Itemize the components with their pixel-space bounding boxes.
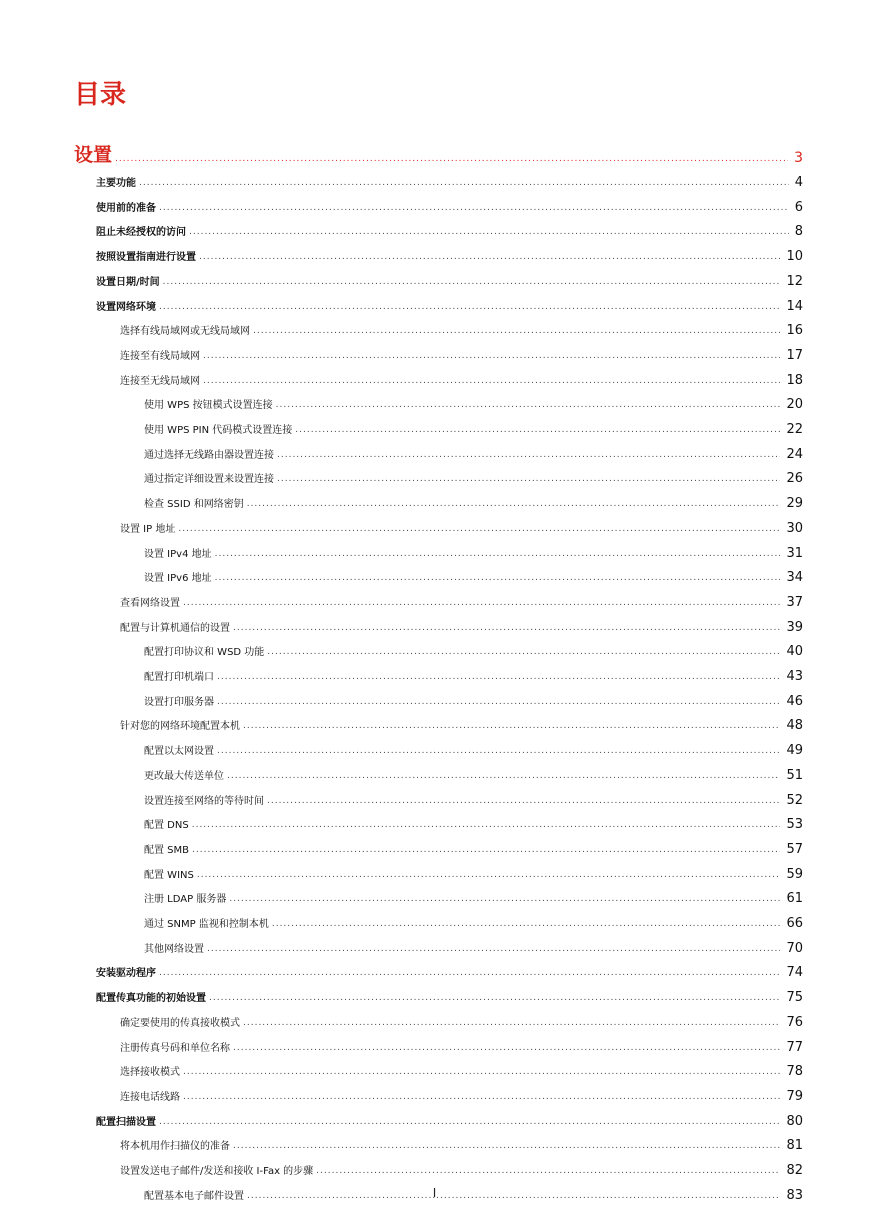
dot-leader	[272, 918, 781, 930]
toc-entry-title: 设置	[74, 144, 113, 166]
toc-entry-title: 注册传真号码和单位名称	[120, 1042, 230, 1054]
toc-entry-page: 79	[786, 1088, 803, 1104]
toc-entry[interactable]	[96, 960, 803, 982]
toc-entry-page: 12	[786, 273, 803, 289]
toc-entry[interactable]	[144, 862, 803, 884]
toc-entry-title: 设置连接至网络的等待时间	[144, 795, 264, 807]
toc-entry[interactable]	[120, 1059, 803, 1081]
toc-entry-page: 49	[786, 743, 803, 759]
toc-entry-page: 8	[794, 224, 803, 240]
toc-entry-title: 设置网络环境	[96, 301, 156, 313]
toc-entry-title: 注册 LDAP 服务器	[144, 894, 227, 906]
toc-entry-page: 83	[786, 1187, 803, 1203]
toc-entry-page: 20	[786, 397, 803, 413]
toc-entry-page: 48	[786, 718, 803, 734]
dot-leader	[233, 1140, 780, 1152]
toc-entry[interactable]	[120, 1158, 803, 1180]
toc-entry-title: 针对您的网络环境配置本机	[120, 721, 240, 733]
dot-leader	[277, 449, 780, 461]
toc-entry-title: 配置以太网设置	[144, 746, 214, 758]
toc-entry-page: 24	[786, 446, 803, 462]
toc-chapter-entry[interactable]	[74, 138, 803, 168]
toc-entry-title: 连接至无线局域网	[120, 375, 200, 387]
toc-entry-page: 43	[786, 669, 803, 684]
toc-entry[interactable]	[144, 392, 803, 414]
toc-entry[interactable]	[120, 368, 803, 390]
toc-entry-page: 17	[786, 347, 803, 363]
toc-entry[interactable]	[144, 738, 803, 760]
toc-entry-page: 46	[786, 693, 803, 709]
toc-entry-page: 75	[786, 990, 803, 1006]
dot-leader	[267, 795, 780, 807]
toc-entry[interactable]	[96, 269, 803, 291]
dot-leader	[253, 325, 780, 337]
toc-entry[interactable]	[144, 466, 803, 488]
dot-leader	[207, 943, 780, 955]
toc-entry-page: 40	[786, 644, 803, 660]
toc-entry-title: 将本机用作扫描仪的准备	[120, 1141, 230, 1153]
toc-entry-page: 26	[786, 471, 803, 487]
dot-leader	[276, 399, 781, 411]
dot-leader	[243, 1017, 780, 1029]
toc-entry[interactable]	[96, 1109, 803, 1131]
toc-entry-page: 29	[786, 496, 803, 512]
dot-leader	[203, 350, 780, 362]
toc-entry-page: 22	[786, 422, 803, 437]
toc-entry[interactable]	[120, 615, 803, 637]
toc-entry-page: 31	[786, 545, 803, 561]
toc-entry-page: 4	[794, 175, 803, 190]
toc-entry-title: 设置打印服务器	[144, 696, 214, 708]
page-title: 目录	[74, 80, 127, 110]
toc-entry[interactable]	[144, 639, 803, 661]
toc-entry-page: 3	[794, 150, 803, 166]
dot-leader	[159, 301, 780, 313]
toc-entry-title: 连接至有线局域网	[120, 350, 200, 362]
toc-entry-title: 查看网络设置	[120, 597, 180, 609]
toc-entry[interactable]	[144, 689, 803, 711]
toc-entry[interactable]	[120, 1084, 803, 1106]
toc-entry-title: 配置传真功能的初始设置	[96, 993, 206, 1005]
dot-leader	[203, 375, 780, 387]
toc-entry[interactable]	[120, 516, 803, 538]
toc-entry[interactable]	[120, 343, 803, 365]
toc-entry-title: 配置打印机端口	[144, 672, 214, 683]
dot-leader	[267, 646, 780, 658]
toc-entry-title: 通过指定详细设置来设置连接	[144, 474, 274, 486]
toc-entry[interactable]	[144, 664, 803, 686]
toc-entry-title: 阻止未经授权的访问	[96, 227, 186, 239]
dot-leader	[197, 869, 781, 881]
toc-entry-title: 通过 SNMP 监视和控制本机	[144, 919, 269, 930]
toc-entry-page: 6	[794, 199, 803, 215]
dot-leader	[159, 1116, 780, 1128]
toc-entry-page: 34	[786, 570, 803, 586]
toc-entry[interactable]	[144, 442, 803, 464]
toc-entry-page: 10	[786, 249, 803, 265]
toc-entry-page: 14	[786, 298, 803, 314]
toc-entry-page: 51	[786, 767, 803, 783]
dot-leader	[277, 473, 780, 485]
toc-entry-title: 按照设置指南进行设置	[96, 252, 196, 264]
dot-leader	[192, 844, 780, 856]
toc-entry[interactable]	[144, 837, 803, 859]
toc-entry-title: 设置日期/时间	[96, 276, 160, 288]
dot-leader	[115, 153, 788, 165]
toc-entry[interactable]	[120, 1035, 803, 1057]
toc-entry[interactable]	[144, 936, 803, 958]
dot-leader	[233, 622, 780, 634]
toc-entry[interactable]	[96, 294, 803, 316]
toc-entry-title: 其他网络设置	[144, 943, 204, 955]
toc-entry[interactable]	[120, 713, 803, 735]
dot-leader	[215, 572, 781, 584]
toc-entry-page: 77	[786, 1039, 803, 1055]
dot-leader	[189, 226, 789, 238]
dot-leader	[295, 424, 780, 436]
toc-entry-title: 设置发送电子邮件/发送和接收 I-Fax 的步骤	[120, 1166, 314, 1177]
dot-leader	[217, 745, 780, 757]
toc-entry-page: 70	[786, 940, 803, 956]
dot-leader	[183, 1091, 780, 1103]
toc-entry-title: 主要功能	[96, 178, 136, 189]
toc-entry-title: 配置 SMB	[144, 844, 190, 856]
toc-entry-title: 配置基本电子邮件设置	[144, 1190, 244, 1202]
toc-entry-title: 配置与计算机通信的设置	[120, 622, 230, 634]
dot-leader	[247, 498, 781, 510]
toc-entry-page: 78	[786, 1064, 803, 1080]
toc-entry-page: 37	[786, 594, 803, 610]
dot-leader	[199, 251, 780, 263]
dot-leader	[159, 202, 789, 214]
toc-entry-title: 安装驱动程序	[96, 968, 156, 980]
toc-entry-title: 检查 SSID 和网络密钥	[144, 499, 244, 511]
toc-entry-title: 设置 IPv4 地址	[144, 548, 212, 560]
dot-leader	[139, 177, 789, 189]
toc-entry-page: 52	[786, 792, 803, 808]
toc-entry-page: 59	[786, 866, 803, 882]
toc-entry-page: 30	[786, 520, 803, 536]
toc-entry-page: 76	[786, 1014, 803, 1030]
toc-entry-page: 61	[786, 891, 803, 907]
toc-entry-title: 配置扫描设置	[96, 1116, 156, 1128]
toc-entry-title: 配置打印协议和 WSD 功能	[144, 647, 265, 659]
toc-entry-title: 连接电话线路	[120, 1091, 180, 1103]
toc-entry-title: 选择有线局域网或无线局域网	[120, 326, 250, 338]
page-number: I	[432, 1186, 437, 1200]
toc-entry-page: 57	[786, 841, 803, 857]
dot-leader	[217, 696, 780, 708]
dot-leader	[243, 720, 780, 732]
toc-entry-title: 配置 WINS	[144, 869, 194, 881]
toc-entry[interactable]	[144, 911, 803, 933]
toc-entry[interactable]	[144, 886, 803, 908]
toc-entry[interactable]	[144, 565, 803, 587]
toc-entry-page: 81	[786, 1138, 803, 1154]
toc-entry-page: 18	[786, 372, 803, 388]
dot-leader	[229, 893, 780, 905]
toc-entry[interactable]	[120, 590, 803, 612]
dot-leader	[163, 276, 781, 288]
toc-entry[interactable]	[96, 985, 803, 1007]
dot-leader	[227, 770, 780, 782]
toc-entry[interactable]	[144, 763, 803, 785]
toc-entry-page: 16	[786, 323, 803, 339]
dot-leader	[178, 523, 780, 535]
dot-leader	[233, 1042, 780, 1054]
dot-leader	[215, 548, 781, 560]
toc-entry[interactable]	[96, 219, 803, 241]
toc-entry[interactable]	[144, 491, 803, 513]
toc-entry[interactable]	[144, 417, 803, 439]
toc-entry-title: 确定要使用的传真接收模式	[120, 1017, 240, 1029]
toc-entry[interactable]	[96, 195, 803, 217]
toc-entry-page: 53	[786, 817, 803, 833]
toc-entry[interactable]	[144, 541, 803, 563]
dot-leader	[159, 967, 780, 979]
toc-entry-page: 39	[786, 619, 803, 635]
toc-entry[interactable]	[120, 1010, 803, 1032]
dot-leader	[192, 819, 781, 831]
toc-entry[interactable]	[96, 170, 803, 192]
toc-entry-title: 选择接收模式	[120, 1067, 180, 1079]
toc-entry-title: 设置 IP 地址	[120, 523, 176, 535]
dot-leader	[183, 597, 780, 609]
toc-entry-title: 配置 DNS	[144, 820, 189, 832]
toc-entry-page: 82	[786, 1163, 803, 1178]
toc-entry[interactable]	[120, 1133, 803, 1155]
toc-entry[interactable]	[96, 244, 803, 266]
dot-leader	[183, 1066, 780, 1078]
dot-leader	[209, 992, 780, 1004]
dot-leader	[316, 1165, 780, 1177]
toc-entry-page: 74	[786, 965, 803, 981]
toc-entry-title: 使用 WPS PIN 代码模式设置连接	[144, 425, 293, 436]
toc-entry[interactable]	[144, 788, 803, 810]
toc-entry-title: 更改最大传送单位	[144, 770, 224, 782]
toc-entry-title: 设置 IPv6 地址	[144, 573, 212, 585]
toc-entry-title: 通过选择无线路由器设置连接	[144, 449, 274, 461]
toc-entry[interactable]	[120, 318, 803, 340]
toc-entry-page: 66	[786, 916, 803, 931]
toc-entry-title: 使用前的准备	[96, 202, 156, 214]
toc-entry-page: 80	[786, 1113, 803, 1129]
toc-entry[interactable]	[144, 812, 803, 834]
toc-entry-title: 使用 WPS 按钮模式设置连接	[144, 400, 273, 412]
dot-leader	[217, 671, 780, 683]
